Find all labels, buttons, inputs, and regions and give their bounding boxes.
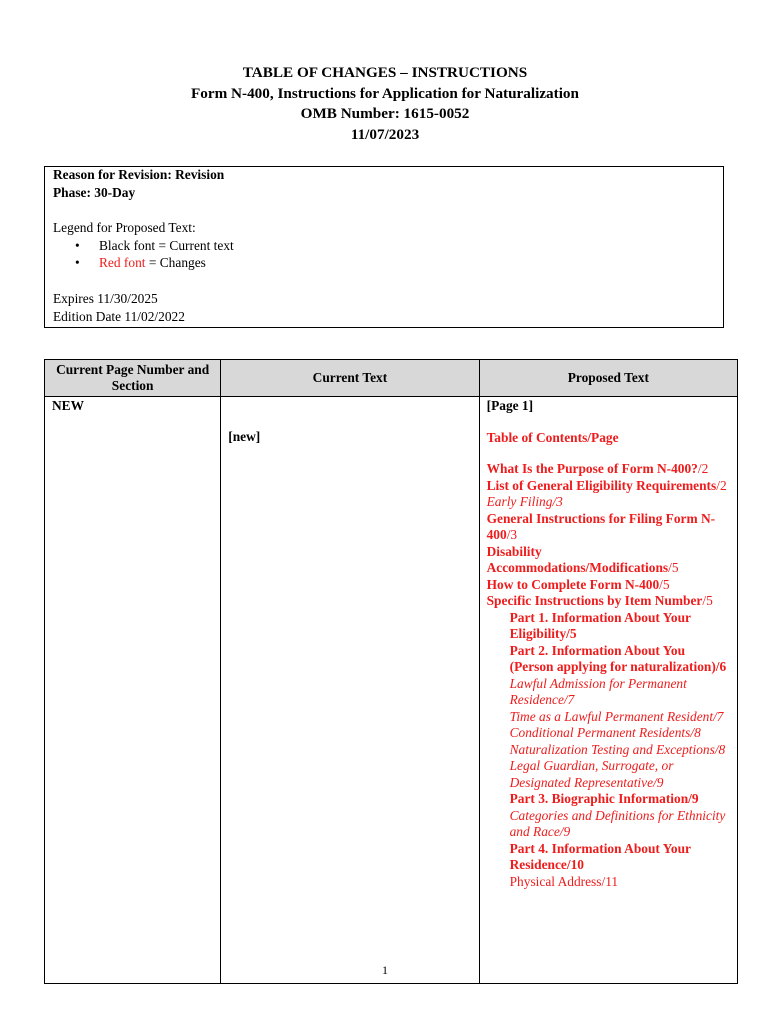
- cell-proposed-text: [479, 397, 737, 984]
- toc-entry-subtitle: Time as a Lawful Permanent Resident/7: [509, 708, 724, 724]
- toc-entry-title: Specific Instructions by Item Number: [486, 593, 703, 608]
- toc-entry-title: How to Complete Form N-400: [486, 576, 660, 592]
- cell-current-text: [221, 397, 479, 984]
- toc-entry: [487, 544, 730, 577]
- toc-entry-page: /5: [668, 560, 679, 575]
- toc-entry: [487, 478, 730, 495]
- toc-entry: [487, 791, 730, 808]
- expires: Expires 11/30/2025: [53, 290, 158, 306]
- toc-entry: [487, 758, 730, 791]
- toc-entry-subtitle: Legal Guardian, Surrogate, or Designated Representative/9: [509, 758, 674, 790]
- header-current-page: Current Page Number and Section: [45, 360, 221, 397]
- toc-entry-subtitle: Naturalization Testing and Exceptions/8: [509, 741, 726, 757]
- toc-entry: [487, 725, 730, 742]
- toc-entry-title: Disability Accommodations/Modifications: [486, 543, 669, 575]
- toc-entry-title: Part 2. Information About You (Person applying for naturalization)/6: [509, 642, 727, 674]
- legend-item-red: • Red font = Changes: [75, 255, 206, 271]
- toc-entry: [487, 461, 730, 478]
- doc-title: TABLE OF CHANGES – INSTRUCTIONS: [242, 64, 528, 81]
- toc-entry-title: Part 3. Biographic Information/9: [509, 791, 699, 806]
- header-current-text: Current Text: [221, 360, 479, 397]
- form-title: Form N-400, Instructions for Application for Naturalization: [191, 84, 579, 102]
- table-header-row: [45, 360, 738, 397]
- table-row: [45, 397, 738, 984]
- current-text-value: [new]: [228, 429, 261, 444]
- bullet-icon: •: [75, 237, 80, 253]
- toc-entry-subtitle: Categories and Definitions for Ethnicity and Race/9: [509, 807, 726, 839]
- toc-entry-title: General Instructions for Filing Form N-400: [486, 510, 716, 542]
- toc-entry: [487, 874, 730, 891]
- toc-entry-title: What Is the Purpose of Form N-400?: [486, 461, 698, 476]
- toc-entry-title: Part 4. Information About Your Residence/10: [509, 840, 691, 872]
- omb-number: OMB Number: 1615-0052: [300, 105, 470, 122]
- toc-entry: [487, 577, 730, 594]
- header-proposed-text: Proposed Text: [479, 360, 737, 397]
- toc-entry-page: /2: [716, 477, 727, 493]
- bullet-icon: •: [75, 255, 80, 271]
- document-header: [0, 63, 770, 145]
- phase: Phase: 30-Day: [53, 184, 136, 200]
- reason-for-revision: Reason for Revision: Revision: [53, 167, 225, 182]
- toc-entry-subtitle: Conditional Permanent Residents/8: [509, 725, 701, 740]
- cell-section: [45, 397, 221, 984]
- toc-entry: [487, 841, 730, 874]
- page-number: 1: [382, 963, 388, 977]
- page-ref: [Page 1]: [486, 398, 534, 413]
- toc-entry-page: /5: [659, 576, 670, 592]
- toc-entry: [487, 742, 730, 759]
- toc-entry: [487, 643, 730, 676]
- changes-table: [44, 359, 738, 984]
- legend-item-black: • Black font = Current text: [75, 237, 234, 253]
- toc-entry: [487, 494, 730, 511]
- toc-list: [487, 461, 730, 890]
- toc-entry: [487, 709, 730, 726]
- toc-title: Table of Contents/Page: [486, 429, 619, 445]
- legend-title: Legend for Proposed Text:: [53, 220, 196, 236]
- toc-entry-page: /5: [702, 593, 713, 608]
- toc-entry-subtitle: Physical Address/11: [509, 873, 619, 889]
- toc-entry-page: /2: [697, 461, 709, 476]
- toc-entry-page: /3: [506, 527, 518, 542]
- section-label: NEW: [52, 398, 84, 413]
- edition-date: Edition Date 11/02/2022: [53, 308, 185, 324]
- toc-entry: [487, 610, 730, 643]
- toc-entry-title: List of General Eligibility Requirements: [486, 477, 717, 493]
- toc-entry: [487, 676, 730, 709]
- revision-info-box: [44, 166, 724, 328]
- toc-entry: [487, 593, 730, 610]
- toc-entry-title: Part 1. Information About Your Eligibility/5: [509, 609, 691, 641]
- toc-entry: [487, 511, 730, 544]
- toc-entry: [487, 808, 730, 841]
- toc-entry-subtitle: Lawful Admission for Permanent Residence/7: [509, 675, 687, 707]
- toc-entry-subtitle: Early Filing/3: [486, 494, 563, 509]
- doc-date: 11/07/2023: [350, 125, 420, 143]
